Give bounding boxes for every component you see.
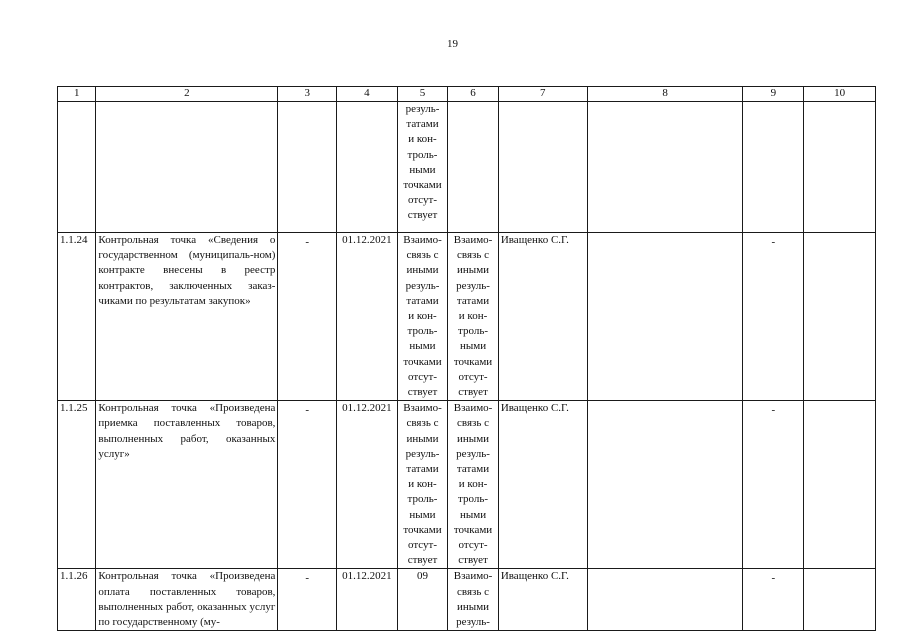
text-line: связь с bbox=[457, 249, 490, 262]
text-line: ствует bbox=[458, 554, 488, 567]
cell-col8 bbox=[587, 401, 743, 569]
text-line: Взаимо- bbox=[453, 402, 493, 415]
cell-col6 bbox=[448, 569, 499, 631]
text-line: татами bbox=[406, 294, 439, 307]
text-line: и кон- bbox=[408, 133, 437, 146]
cell-col8 bbox=[587, 233, 743, 401]
column-header-7: 7 bbox=[498, 87, 587, 102]
text-line: татами bbox=[456, 294, 490, 307]
cell-responsible: Иващенко С.Г. bbox=[498, 401, 587, 569]
text-line: татами bbox=[406, 118, 439, 131]
text-line: ствует bbox=[407, 554, 438, 567]
cell-col10 bbox=[804, 569, 876, 631]
cell-col9 bbox=[743, 233, 804, 401]
cell-col8 bbox=[587, 569, 743, 631]
text-line: 09 bbox=[416, 570, 428, 583]
text-line: ными bbox=[409, 163, 436, 176]
text-line: ными bbox=[409, 508, 436, 521]
text-line: ными bbox=[459, 508, 487, 521]
cell-col10 bbox=[804, 233, 876, 401]
text-line: ствует bbox=[407, 209, 438, 222]
dash-mark: - bbox=[771, 404, 776, 417]
column-header-1: 1 bbox=[58, 87, 96, 102]
text-line: троль- bbox=[458, 493, 489, 506]
cell-date bbox=[337, 102, 398, 233]
schedule-table bbox=[57, 86, 876, 631]
table-row bbox=[58, 401, 876, 569]
text-line: Взаимо- bbox=[453, 570, 493, 583]
cell-col9 bbox=[743, 102, 804, 233]
text-line: иными bbox=[457, 600, 490, 613]
cell-col3 bbox=[278, 102, 337, 233]
cell-responsible: Иващенко С.Г. bbox=[498, 233, 587, 401]
text-line: точками bbox=[403, 355, 442, 368]
cell-col3 bbox=[278, 233, 337, 401]
column-header-8: 8 bbox=[587, 87, 743, 102]
cell-col5 bbox=[397, 233, 448, 401]
cell-desc: Контрольная точка «Произведена приемка поставленных товаров, выполненных работ, оказанных услуг» bbox=[96, 401, 278, 569]
cell-num: 1.1.26 bbox=[58, 569, 96, 631]
table-row bbox=[58, 233, 876, 401]
cell-num: 1.1.25 bbox=[58, 401, 96, 569]
cell-col6 bbox=[448, 233, 499, 401]
dash-mark: - bbox=[305, 404, 310, 417]
text-line: и кон- bbox=[458, 478, 488, 491]
cell-col5 bbox=[397, 401, 448, 569]
cell-num: 1.1.24 bbox=[58, 233, 96, 401]
text-line: ными bbox=[409, 340, 436, 353]
column-header-10: 10 bbox=[804, 87, 876, 102]
column-header-5: 5 bbox=[397, 87, 448, 102]
text-line: связь с bbox=[457, 417, 490, 430]
text-line: резуль- bbox=[405, 103, 440, 115]
text-line: точками bbox=[403, 179, 442, 192]
cell-col10 bbox=[804, 401, 876, 569]
column-header-4: 4 bbox=[337, 87, 398, 102]
dash-mark: - bbox=[305, 572, 310, 585]
text-line: иными bbox=[457, 432, 490, 445]
cell-col9 bbox=[743, 401, 804, 569]
cell-responsible: Иващенко С.Г. bbox=[498, 569, 587, 631]
cell-date: 01.12.2021 bbox=[337, 401, 398, 569]
text-line: отсут- bbox=[407, 539, 437, 552]
cell-date: 01.12.2021 bbox=[337, 569, 398, 631]
text-line: отсут- bbox=[407, 370, 437, 383]
cell-col9 bbox=[743, 569, 804, 631]
text-line: троль- bbox=[407, 325, 438, 338]
text-line: отсут- bbox=[407, 194, 437, 207]
cell-date: 01.12.2021 bbox=[337, 233, 398, 401]
cell-num bbox=[58, 102, 96, 233]
table-row bbox=[58, 569, 876, 631]
page-number: 19 bbox=[447, 38, 458, 50]
column-header-9: 9 bbox=[743, 87, 804, 102]
text-line: и кон- bbox=[458, 310, 488, 323]
text-line: иными bbox=[406, 264, 439, 277]
text-line: резуль- bbox=[456, 279, 490, 292]
cell-col6 bbox=[448, 401, 499, 569]
text-line: резуль- bbox=[405, 279, 440, 292]
continuation-row bbox=[58, 102, 876, 233]
text-line: отсут- bbox=[458, 539, 488, 552]
text-line: резуль- bbox=[456, 447, 490, 460]
dash-mark: - bbox=[305, 236, 310, 248]
text-line: Взаимо- bbox=[403, 402, 442, 415]
cell-col5 bbox=[397, 569, 448, 631]
text-line: татами bbox=[406, 463, 439, 476]
text-line: татами bbox=[456, 463, 490, 476]
text-line: и кон- bbox=[408, 310, 437, 323]
header-row bbox=[58, 87, 876, 102]
text-line: точками bbox=[453, 523, 493, 536]
cell-desc: Контрольная точка «Сведения о государственном (муниципаль-ном) контракте внесены в реестр контрактов, заключенных заказ-чиками по результатам закупок» bbox=[96, 233, 278, 401]
text-line: точками bbox=[453, 355, 493, 368]
text-line: и кон- bbox=[408, 478, 437, 491]
text-line: связь с bbox=[406, 249, 439, 262]
cell-desc: Контрольная точка «Произведена оплата поставленных товаров, выполненных работ, оказанных услуг по государственному (му- bbox=[96, 569, 278, 631]
cell-col8 bbox=[587, 102, 743, 233]
column-header-2: 2 bbox=[96, 87, 278, 102]
dash-mark: - bbox=[771, 236, 776, 248]
text-line: иными bbox=[406, 432, 439, 445]
text-line: резуль- bbox=[405, 447, 440, 460]
column-header-3: 3 bbox=[278, 87, 337, 102]
column-header-6: 6 bbox=[448, 87, 499, 102]
text-line: Взаимо- bbox=[453, 234, 493, 246]
cell-desc bbox=[96, 102, 278, 233]
dash-mark: - bbox=[771, 572, 776, 585]
cell-col5 bbox=[397, 102, 448, 233]
text-line: троль- bbox=[458, 325, 489, 338]
text-line: иными bbox=[457, 264, 490, 277]
cell-col10 bbox=[804, 102, 876, 233]
text-line: резуль- bbox=[456, 616, 490, 629]
cell-col3 bbox=[278, 569, 337, 631]
text-line: троль- bbox=[407, 148, 438, 161]
cell-col3 bbox=[278, 401, 337, 569]
cell-responsible bbox=[498, 102, 587, 233]
cell-col6 bbox=[448, 102, 499, 233]
text-line: связь с bbox=[406, 417, 439, 430]
text-line: Взаимо- bbox=[403, 234, 442, 246]
text-line: ствует bbox=[458, 386, 488, 399]
text-line: ными bbox=[459, 340, 487, 353]
text-line: отсут- bbox=[458, 370, 488, 383]
text-line: точками bbox=[403, 523, 442, 536]
text-line: троль- bbox=[407, 493, 438, 506]
text-line: связь с bbox=[457, 585, 490, 598]
text-line: ствует bbox=[407, 386, 438, 399]
